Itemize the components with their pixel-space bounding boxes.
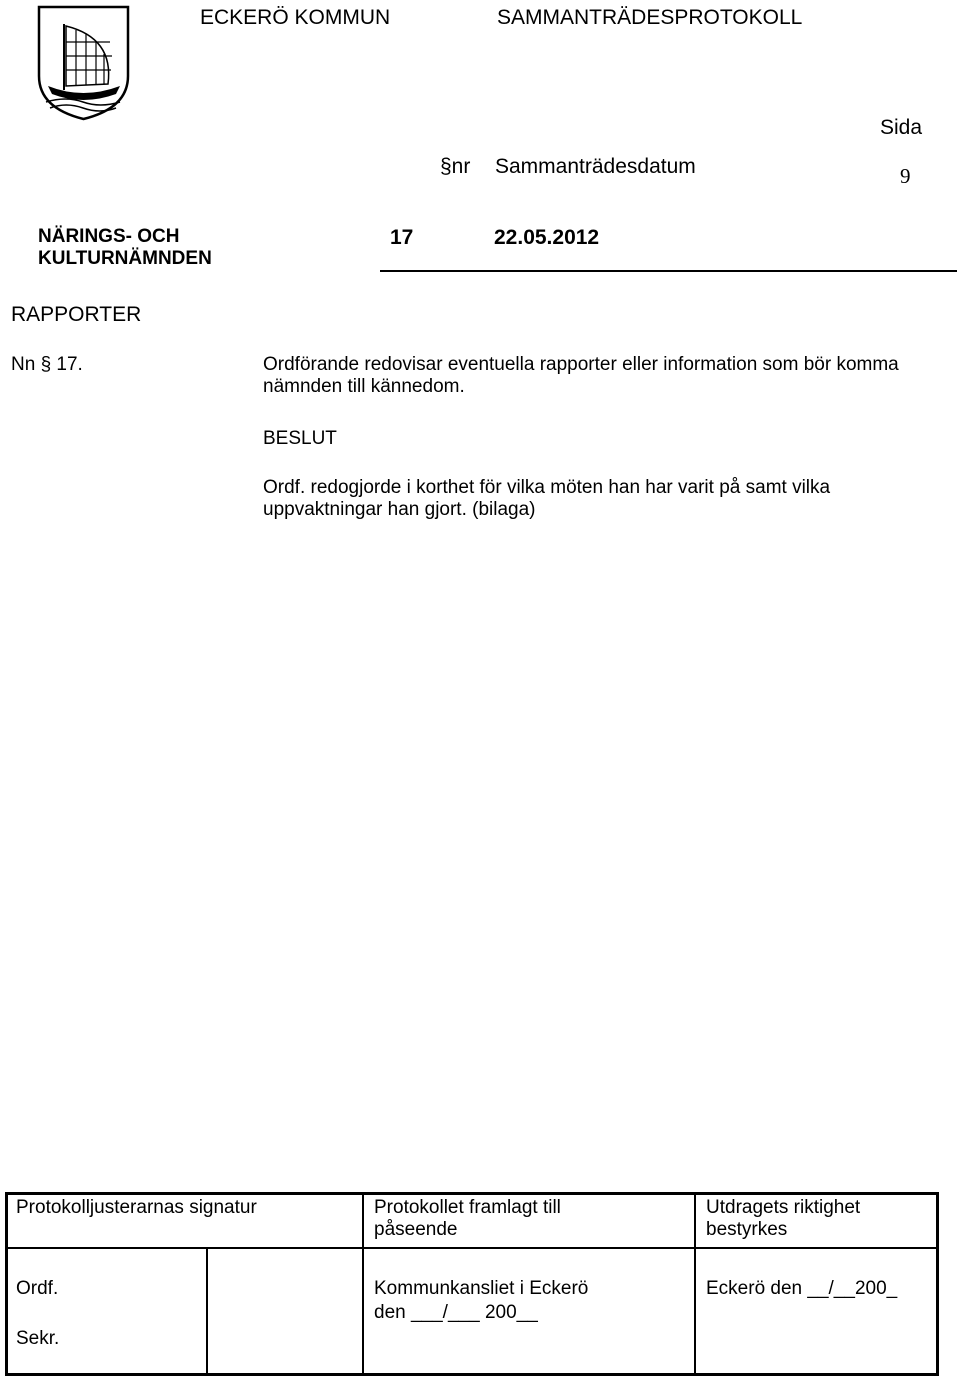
meeting-date: 22.05.2012 bbox=[494, 226, 600, 249]
section-body: Ordförande redovisar eventuella rapporter eller information som bör komma nämnden till kännedom. bbox=[263, 354, 899, 397]
chair-signature-label: Ordf. bbox=[16, 1278, 59, 1299]
municipal-coat-of-arms-logo bbox=[36, 4, 131, 122]
certification-header: Utdragets riktighet bestyrkes bbox=[706, 1197, 861, 1240]
document-type: SAMMANTRÄDESPROTOKOLL bbox=[497, 6, 803, 29]
decision-text: Ordf. redogjorde i korthet för vilka möten han har varit på samt vilka uppvaktningar han gjort. (bilaga) bbox=[263, 477, 831, 520]
header-divider bbox=[380, 270, 957, 272]
decision-label: BESLUT bbox=[263, 428, 337, 449]
meeting-date-label: Sammanträdesdatum bbox=[495, 155, 696, 178]
table-column-divider bbox=[694, 1195, 696, 1373]
section-reference: Nn § 17. bbox=[11, 354, 83, 375]
signature-table bbox=[5, 1192, 939, 1376]
certification-date: Eckerö den __/__200_ bbox=[706, 1278, 898, 1299]
secretary-signature-label: Sekr. bbox=[16, 1328, 60, 1349]
signature-header: Protokolljusterarnas signatur bbox=[16, 1197, 257, 1218]
posting-header: Protokollet framlagt till påseende bbox=[374, 1197, 561, 1240]
municipality-name: ECKERÖ KOMMUN bbox=[200, 6, 391, 29]
section-number-label: §nr bbox=[440, 155, 471, 178]
posting-date: den ___/___ 200__ bbox=[374, 1302, 538, 1323]
posting-location: Kommunkansliet i Eckerö bbox=[374, 1278, 589, 1299]
board-name-line1: NÄRINGS- OCH bbox=[38, 226, 180, 247]
table-column-divider bbox=[206, 1247, 208, 1373]
section-number: 17 bbox=[390, 226, 414, 249]
table-column-divider bbox=[362, 1195, 364, 1373]
table-row-divider bbox=[8, 1247, 936, 1249]
board-name-line2: KULTURNÄMNDEN bbox=[38, 248, 212, 269]
page-label: Sida bbox=[880, 116, 923, 139]
page-number: 9 bbox=[900, 164, 911, 188]
section-heading: RAPPORTER bbox=[11, 303, 142, 326]
